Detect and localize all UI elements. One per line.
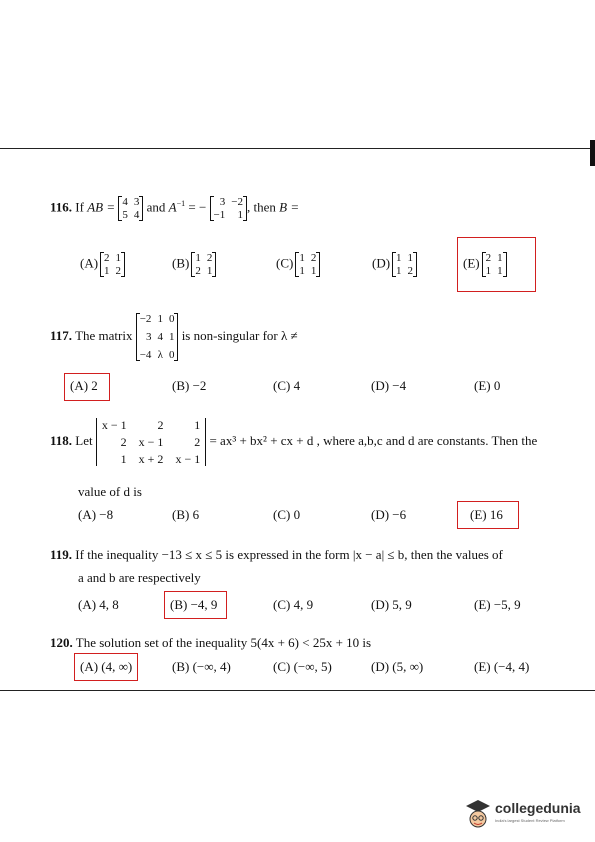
option-label: (C) bbox=[276, 255, 294, 271]
option-label: (D) bbox=[372, 255, 391, 271]
question-number: 117. bbox=[50, 327, 73, 343]
matrix-entry: 2 bbox=[407, 265, 414, 277]
question-119 bbox=[50, 547, 503, 563]
matrix-entry: 2 bbox=[115, 265, 122, 277]
matrix-entry: 0 bbox=[168, 349, 175, 361]
matrix-entry: −2 bbox=[139, 313, 152, 325]
matrix-entry: 2 bbox=[104, 252, 110, 264]
matrix-entry: 1 bbox=[299, 252, 305, 264]
edge-mark bbox=[590, 140, 595, 166]
matrix-entry: 1 bbox=[396, 252, 402, 264]
option-label: (A) bbox=[80, 255, 99, 271]
matrix-entry: 4 bbox=[133, 209, 140, 221]
matrix-entry: x − 1 bbox=[101, 418, 127, 432]
option-matrix bbox=[191, 252, 216, 277]
matrix-entry: 1 bbox=[485, 265, 492, 277]
matrix-entry: 1 bbox=[497, 252, 503, 264]
option-q118-1[interactable]: (B) 6 bbox=[172, 507, 200, 522]
option-q117-0[interactable]: (A) 2 bbox=[70, 378, 98, 393]
question-number: 118. bbox=[50, 432, 73, 448]
ainv-sup: −1 bbox=[176, 199, 186, 209]
ab-label: AB = bbox=[87, 199, 116, 215]
matrix-entry: λ bbox=[157, 349, 163, 361]
matrix-entry: x − 1 bbox=[138, 435, 164, 449]
top-rule bbox=[0, 148, 595, 149]
matrix-entry: 1 bbox=[237, 209, 243, 221]
option-q118-2[interactable]: (C) 0 bbox=[273, 507, 301, 522]
ainv-eq: = − bbox=[188, 199, 207, 215]
question-text-3: value of d is bbox=[78, 484, 142, 499]
answer-highlight-116 bbox=[457, 237, 536, 292]
option-matrix bbox=[392, 252, 417, 277]
matrix-entry: 1 bbox=[407, 252, 414, 264]
option-116-3[interactable] bbox=[372, 252, 417, 277]
matrix-entry: −1 bbox=[213, 209, 226, 221]
matrix-entry: 1 bbox=[497, 265, 503, 277]
option-label: (E) bbox=[463, 255, 480, 271]
matrix-entry: 1 bbox=[310, 265, 317, 277]
question-text: If bbox=[75, 199, 84, 215]
question-text-2: is non-singular for λ ≠ bbox=[181, 327, 298, 343]
matrix-entry: 1 bbox=[157, 313, 163, 325]
matrix-entry: 2 bbox=[310, 252, 317, 264]
option-q120-4[interactable]: (E) (−4, 4) bbox=[474, 659, 530, 674]
collegedunia-logo bbox=[465, 798, 585, 838]
then-text: , then bbox=[246, 199, 276, 215]
matrix-entry: 2 bbox=[485, 252, 492, 264]
option-q119-3[interactable]: (D) 5, 9 bbox=[371, 597, 412, 612]
question-117 bbox=[50, 313, 298, 361]
option-matrix bbox=[100, 252, 125, 277]
option-q117-1[interactable]: (B) −2 bbox=[172, 378, 207, 393]
determinant-118 bbox=[96, 418, 206, 466]
option-q120-2[interactable]: (C) (−∞, 5) bbox=[273, 659, 332, 674]
matrix-entry: 2 bbox=[120, 435, 127, 449]
question-118 bbox=[50, 418, 537, 466]
logo-tagline: India's largest Student Review Platform bbox=[495, 818, 565, 823]
option-q119-1[interactable]: (B) −4, 9 bbox=[170, 597, 218, 612]
matrix-entry: x + 2 bbox=[138, 452, 164, 466]
option-q117-2[interactable]: (C) 4 bbox=[273, 378, 301, 393]
graduate-icon bbox=[465, 798, 491, 832]
logo-name: collegedunia bbox=[495, 800, 581, 816]
bottom-rule bbox=[0, 690, 595, 691]
option-q119-0[interactable]: (A) 4, 8 bbox=[78, 597, 119, 612]
matrix-entry: x − 1 bbox=[175, 452, 201, 466]
option-116-1[interactable] bbox=[172, 252, 216, 277]
answer-highlight-119 bbox=[164, 591, 227, 619]
question-text-2: a and b are respectively bbox=[78, 570, 201, 585]
matrix-entry: 1 bbox=[104, 265, 110, 277]
question-120 bbox=[50, 635, 371, 651]
matrix-entry: 1 bbox=[115, 252, 122, 264]
question-number: 119. bbox=[50, 547, 73, 562]
matrix-entry: 2 bbox=[195, 265, 201, 277]
option-label: (B) bbox=[172, 255, 190, 271]
b-label: B = bbox=[279, 199, 300, 215]
matrix-entry: 2 bbox=[194, 435, 201, 449]
question-number: 116. bbox=[50, 199, 73, 215]
matrix-entry: 2 bbox=[157, 418, 164, 432]
matrix-entry: 3 bbox=[145, 331, 152, 343]
answer-highlight-120 bbox=[74, 653, 138, 681]
matrix-117 bbox=[136, 313, 179, 361]
answer-highlight-118 bbox=[457, 501, 519, 529]
matrix-entry: 1 bbox=[206, 265, 213, 277]
option-q118-3[interactable]: (D) −6 bbox=[371, 507, 407, 522]
option-q118-0[interactable]: (A) −8 bbox=[78, 507, 114, 522]
matrix-entry: 1 bbox=[168, 331, 175, 343]
matrix-entry: 1 bbox=[194, 418, 201, 432]
option-116-2[interactable] bbox=[276, 252, 320, 277]
matrix-entry: 2 bbox=[206, 252, 213, 264]
matrix-entry: 5 bbox=[122, 209, 128, 221]
matrix-entry: 3 bbox=[219, 196, 226, 208]
option-matrix bbox=[295, 252, 320, 277]
matrix-entry: −2 bbox=[231, 196, 243, 208]
ainv-label: A bbox=[168, 199, 177, 215]
question-116 bbox=[50, 196, 299, 221]
matrix-entry: 4 bbox=[122, 196, 128, 208]
matrix-ab bbox=[118, 196, 143, 221]
matrix-ainv bbox=[210, 196, 247, 221]
option-q120-0[interactable]: (A) (4, ∞) bbox=[80, 659, 133, 674]
matrix-entry: 1 bbox=[195, 252, 201, 264]
question-number: 120. bbox=[50, 635, 73, 650]
matrix-entry: 1 bbox=[396, 265, 402, 277]
matrix-entry: 0 bbox=[168, 313, 175, 325]
option-q119-2[interactable]: (C) 4, 9 bbox=[273, 597, 314, 612]
option-q117-4[interactable]: (E) 0 bbox=[474, 378, 501, 393]
option-q119-4[interactable]: (E) −5, 9 bbox=[474, 597, 521, 612]
and-text: and bbox=[146, 199, 166, 215]
question-text: The solution set of the inequality 5(4x + 6) < 25x + 10 is bbox=[75, 635, 372, 650]
question-text: The matrix bbox=[75, 327, 133, 343]
option-q118-4[interactable]: (E) 16 bbox=[470, 507, 503, 522]
matrix-entry: 4 bbox=[157, 331, 163, 343]
matrix-entry: 1 bbox=[120, 452, 127, 466]
question-text: If the inequality −13 ≤ x ≤ 5 is expressed in the form |x − a| ≤ b, then the values of bbox=[75, 547, 503, 562]
option-q120-3[interactable]: (D) (5, ∞) bbox=[371, 659, 424, 674]
option-q117-3[interactable]: (D) −4 bbox=[371, 378, 407, 393]
matrix-entry: 1 bbox=[299, 265, 305, 277]
option-q120-1[interactable]: (B) (−∞, 4) bbox=[172, 659, 231, 674]
option-116-0[interactable] bbox=[80, 252, 125, 277]
question-text: Let bbox=[75, 432, 93, 448]
matrix-entry: −4 bbox=[139, 349, 152, 361]
answer-highlight-117 bbox=[64, 373, 110, 401]
matrix-entry: 3 bbox=[133, 196, 140, 208]
question-text-2: = ax³ + bx² + cx + d , where a,b,c and d are constants. Then the bbox=[209, 432, 538, 448]
